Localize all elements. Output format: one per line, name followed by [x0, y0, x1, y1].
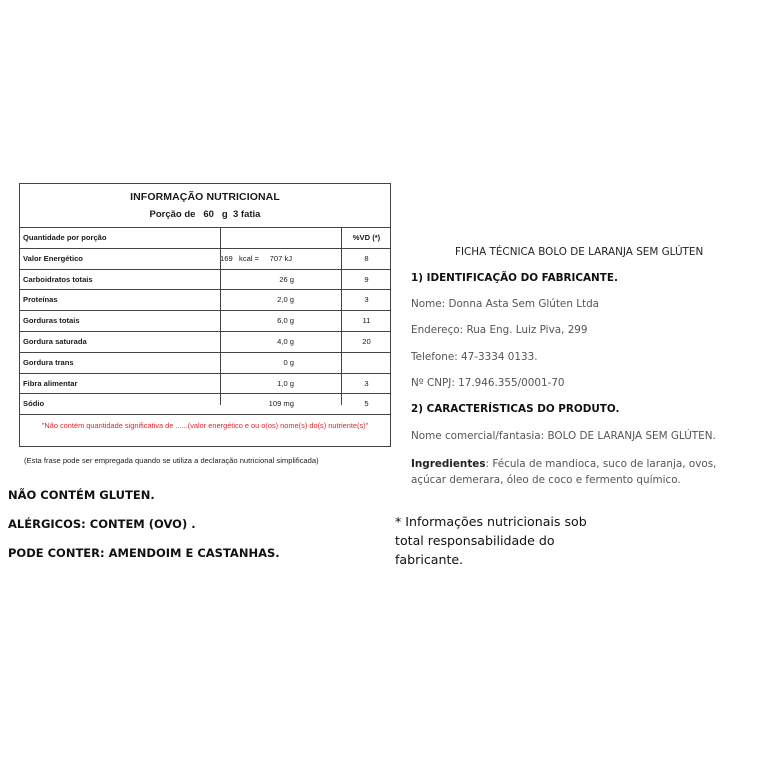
manufacturer-phone: Telefone: 47-3334 0133. — [411, 351, 538, 363]
nutrient-name: Gordura trans — [23, 357, 74, 367]
nutrient-value: 109 mg — [268, 399, 294, 409]
column-divider — [341, 227, 342, 405]
manufacturer-name: Nome: Donna Asta Sem Glúten Ltda — [411, 298, 600, 310]
portion-line — [20, 203, 390, 220]
nutrient-vd: 11 — [362, 316, 371, 326]
allergens-statement: ALÉRGICOS: CONTEM (OVO) . — [8, 517, 196, 531]
nutrient-name: Gordura saturada — [23, 336, 87, 346]
nutrition-title: INFORMAÇÃO NUTRICIONAL — [130, 191, 280, 203]
nutrient-vd: 3 — [364, 295, 369, 305]
nutrient-value: 6,0 g — [277, 316, 294, 326]
manufacturer-cnpj: Nº CNPJ: 17.946.355/0001-70 — [411, 377, 565, 389]
responsibility-note: * Informações nutricionais sob total responsabilidade do fabricante. — [395, 514, 587, 567]
nutrient-name: Valor Energético — [23, 253, 83, 263]
portion-amount: 60 — [203, 209, 214, 220]
header-vd: %VD (*) — [352, 233, 381, 242]
nutrition-header — [20, 184, 390, 228]
table-row — [20, 374, 390, 395]
nutrition-table — [19, 183, 391, 447]
may-contain-statement: PODE CONTER: AMENDOIM E CASTANHAS. — [8, 546, 280, 560]
gluten-statement: NÃO CONTÉM GLUTEN. — [8, 488, 155, 502]
simplified-note: (Esta frase pode ser empregada quando se utiliza a declaração nutricional simplificada) — [24, 456, 319, 465]
ingredients-label: Ingredientes — [411, 458, 486, 470]
portion-label: Porção de — [149, 209, 196, 220]
nutrient-vd: 3 — [364, 378, 369, 388]
energy-kcal: 169 kcal = 707 kJ — [220, 253, 293, 263]
nutrient-name: Proteínas — [23, 295, 58, 305]
nutrient-vd: 8 — [364, 253, 369, 263]
commercial-name: Nome comercial/fantasia: BOLO DE LARANJA SEM GLÚTEN. — [411, 430, 716, 442]
table-row — [20, 311, 390, 332]
nutrient-name: Sódio — [23, 399, 45, 409]
nutrient-value: 26 g — [279, 274, 294, 284]
nutrition-note: "Não contém quantidade significativa de ......(valor energético e ou o(os) nome(s) do(s) nutriente(s)" — [41, 421, 369, 430]
portion-unit: g — [221, 209, 228, 220]
ingredients-text: : Fécula de mandioca, suco de laranja, ovos, açúcar demerara, óleo de coco e fermento químico. — [411, 458, 717, 486]
table-row — [20, 353, 390, 374]
nutrient-name: Fibra alimentar — [23, 378, 78, 388]
header-qty: Quantidade por porção — [23, 233, 107, 242]
nutrient-name: Carboidratos totais — [23, 274, 93, 284]
ficha-title: FICHA TÉCNICA BOLO DE LARANJA SEM GLÚTEN — [455, 246, 704, 258]
table-row — [20, 249, 390, 270]
portion-household: 3 fatia — [232, 209, 261, 220]
nutrient-value: 1,0 g — [277, 378, 294, 388]
nutrient-vd: 9 — [364, 274, 369, 284]
nutrient-name: Gorduras totais — [23, 316, 80, 326]
nutrient-vd: 5 — [364, 399, 369, 409]
nutrient-value: 2,0 g — [277, 295, 294, 305]
section-2-heading: 2) CARACTERÍSTICAS DO PRODUTO. — [411, 403, 620, 415]
nutrient-vd: 20 — [362, 336, 371, 346]
nutrient-value: 4,0 g — [277, 336, 294, 346]
table-row — [20, 270, 390, 291]
nutrient-value: 0 g — [283, 357, 294, 367]
table-row — [20, 290, 390, 311]
table-row — [20, 332, 390, 353]
column-divider — [220, 227, 221, 405]
table-header-row — [20, 228, 390, 249]
manufacturer-address: Endereço: Rua Eng. Luiz Piva, 299 — [411, 324, 588, 336]
ingredients — [411, 456, 746, 488]
section-1-heading: 1) IDENTIFICAÇÃO DO FABRICANTE. — [411, 272, 618, 284]
